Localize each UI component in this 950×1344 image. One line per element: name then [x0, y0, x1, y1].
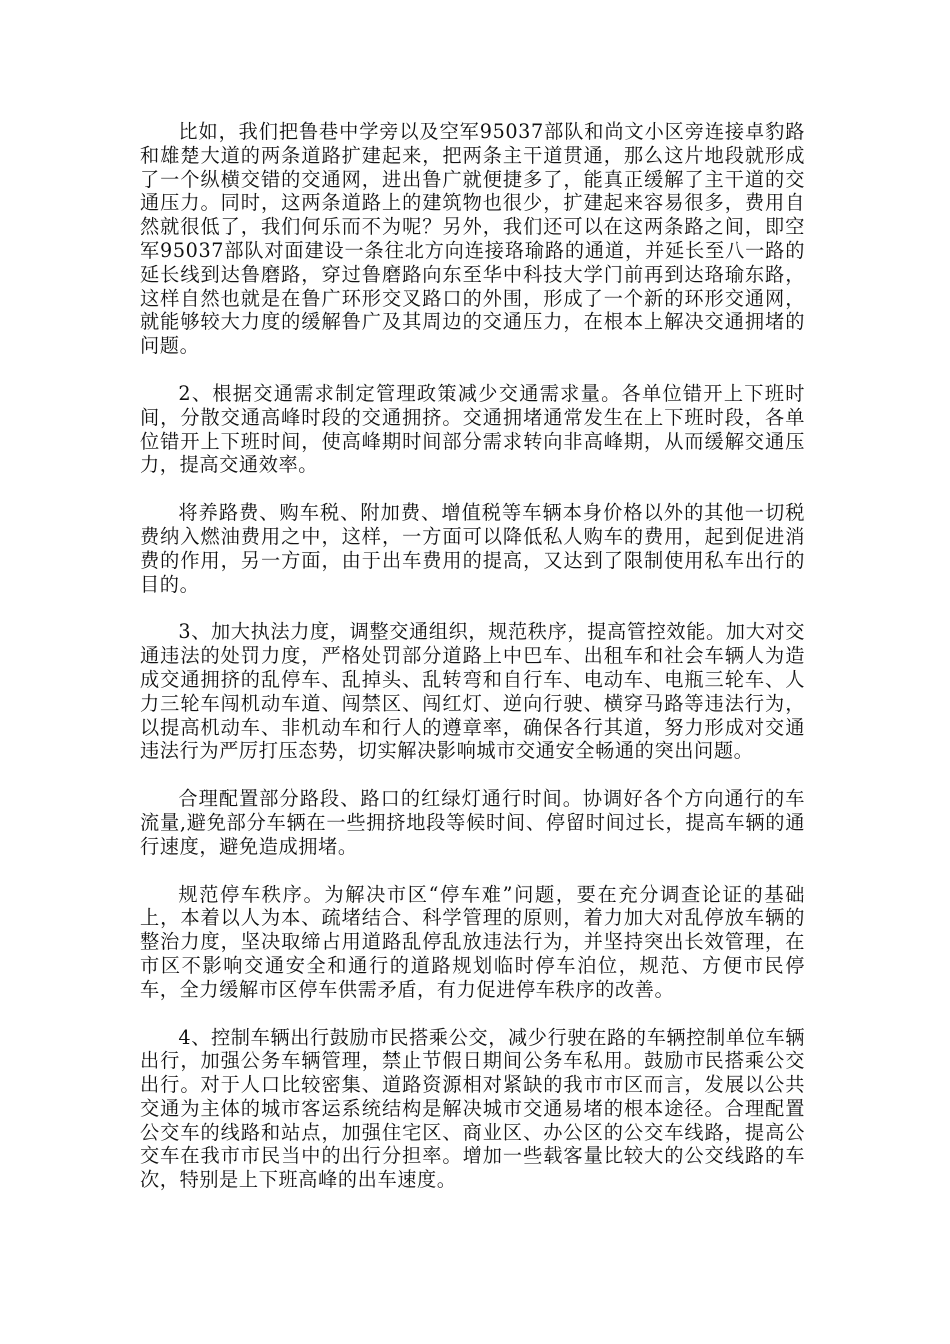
paragraph-fuel-tax: 将养路费、购车税、附加费、增值税等车辆本身价格以外的其他一切税费纳入燃油费用之中，这样，一方面可以降低私人购车的费用，起到促进消费的作用，另一方面，由于出车费用的提高，又达到了限制使用私车出行的目的。	[140, 501, 805, 596]
paragraph-road-expansion: 比如，我们把鲁巷中学旁以及空军95037部队和尚文小区旁连接卓豹路和雄楚大道的两条道路扩建起来，把两条主干道贯通，那么这片地段就形成了一个纵横交错的交通网，进出鲁广就便捷多了，能真正缓解了主干道的交通压力。同时，这两条道路上的建筑物也很少，扩建起来容易很多，费用自然就很低了，我们何乐而不为呢？另外，我们还可以在这两条路之间，即空军95037部队对面建设一条往北方向连接珞瑜路的通道，并延长至八一路的延长线到达鲁磨路，穿过鲁磨路向东至华中科技大学门前再到达珞瑜东路，这样自然也就是在鲁广环形交叉路口的外围，形成了一个新的环形交通网，就能够较大力度的缓解鲁广及其周边的交通压力，在根本上解决交通拥堵的问题。	[140, 120, 805, 358]
paragraph-staggered-hours: 2、根据交通需求制定管理政策减少交通需求量。各单位错开上下班时间，分散交通高峰时段的交通拥挤。交通拥堵通常发生在上下班时段，各单位错开上下班时间，使高峰期时间部分需求转向非高峰期，从而缓解交通压力，提高交通效率。	[140, 381, 805, 477]
paragraph-parking-order: 规范停车秩序。为解决市区“停车难”问题，要在充分调查论证的基础上，本着以人为本、疏堵结合、科学管理的原则，着力加大对乱停放车辆的整治力度，坚决取缔占用道路乱停乱放违法行为，并坚持突出长效管理，在市区不影响交通安全和通行的道路规划临时停车泊位，规范、方便市民停车，全力缓解市区停车供需矛盾，有力促进停车秩序的改善。	[140, 882, 805, 1001]
paragraph-traffic-lights: 合理配置部分路段、路口的红绿灯通行时间。协调好各个方向通行的车流量,避免部分车辆在一些拥挤地段等候时间、停留时间过长，提高车辆的通行速度，避免造成拥堵。	[140, 787, 805, 858]
paragraph-law-enforcement: 3、加大执法力度，调整交通组织，规范秩序，提高管控效能。加大对交通违法的处罚力度，严格处罚部分道路上中巴车、出租车和社会车辆人为造成交通拥挤的乱停车、乱掉头、乱转弯和自行车、电动车、电瓶三轮车、人力三轮车闯机动车道、闯禁区、闯红灯、逆向行驶、横穿马路等违法行为，以提高机动车、非机动车和行人的遵章率，确保各行其道，努力形成对交通违法行为严厉打压态势，切实解决影响城市交通安全畅通的突出问题。	[140, 620, 805, 763]
document-body	[140, 120, 805, 1216]
paragraph-public-transit: 4、控制车辆出行鼓励市民搭乘公交，减少行驶在路的车辆控制单位车辆出行，加强公务车辆管理，禁止节假日期间公务车私用。鼓励市民搭乘公交出行。对于人口比较密集、道路资源相对紧缺的我市市区而言，发展以公共交通为主体的城市客运系统结构是解决城市交通易堵的根本途径。合理配置公交车的线路和站点，加强住宅区、商业区、办公区的公交车线路，提高公交车在我市市民当中的出行分担率。增加一些载客量比较大的公交线路的车次，特别是上下班高峰的出车速度。	[140, 1025, 805, 1192]
